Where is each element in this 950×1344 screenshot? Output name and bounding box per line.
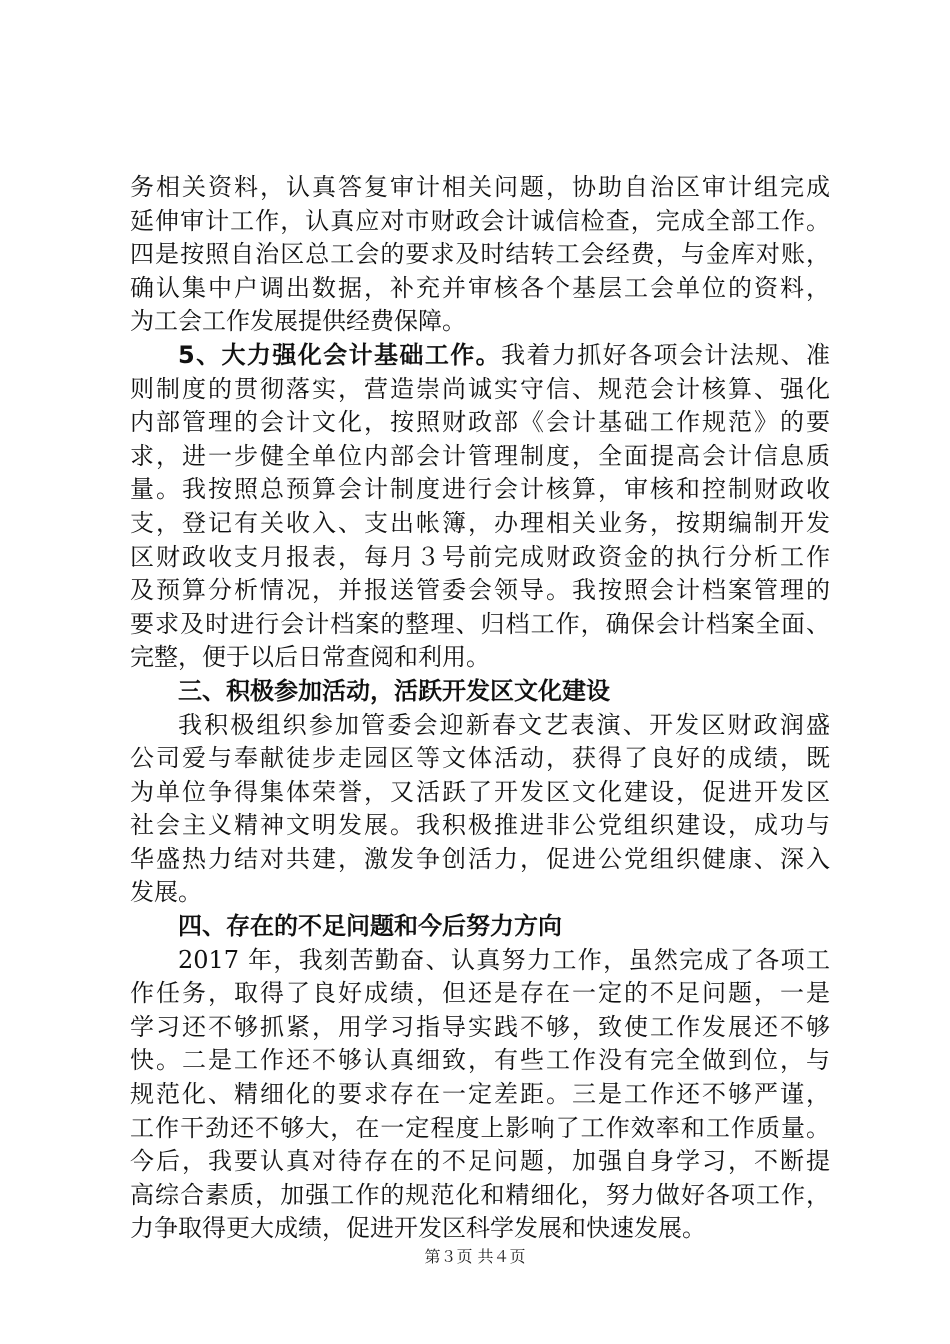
paragraph-line: 要求及时进行会计档案的整理、归档工作，确保会计档案全面、: [130, 609, 830, 638]
paragraph-line: 公司爱与奉献徒步走园区等文体活动，获得了良好的成绩，既: [130, 744, 830, 773]
paragraph-line: 作任务，取得了良好成绩，但还是存在一定的不足问题，一是: [130, 979, 830, 1008]
section-5-text: 我着力抓好各项会计法规、准: [501, 340, 831, 369]
paragraph-line: 及预算分析情况，并报送管委会领导。我按照会计档案管理的: [130, 576, 830, 605]
paragraph-line: 工作干劲还不够大，在一定程度上影响了工作效率和工作质量。: [130, 1113, 830, 1142]
page-footer: 第３页 共４页: [424, 1247, 526, 1266]
paragraph-line: 则制度的贯彻落实，营造崇尚诚实守信、规范会计核算、强化: [130, 374, 830, 403]
paragraph-line: 学习还不够抓紧，用学习指导实践不够，致使工作发展还不够: [130, 1012, 830, 1041]
paragraph-line: 支，登记有关收入、支出帐簿，办理相关业务，按期编制开发: [130, 508, 830, 537]
paragraph-line: 求，进一步健全单位内部会计管理制度，全面提高会计信息质: [130, 441, 830, 470]
paragraph-line: 内部管理的会计文化，按照财政部《会计基础工作规范》的要: [130, 408, 830, 437]
paragraph-line: 发展。: [130, 878, 202, 907]
section-3-title: 三、积极参加活动，活跃开发区文化建设: [178, 676, 610, 705]
paragraph-line: 量。我按照总预算会计制度进行会计核算，审核和控制财政收: [130, 475, 830, 504]
section-5-first-line: [130, 339, 830, 373]
section-4-title: 四、存在的不足问题和今后努力方向: [178, 912, 562, 941]
paragraph-line: 快。二是工作还不够认真细致，有些工作没有完全做到位，与: [130, 1046, 830, 1075]
section-5-title: 5、大力强化会计基础工作。: [178, 340, 502, 369]
paragraph-line: 四是按照自治区总工会的要求及时结转工会经费，与金库对账，: [130, 240, 830, 269]
paragraph-line: 华盛热力结对共建，激发争创活力，促进公党组织健康、深入: [130, 844, 830, 873]
paragraph-line: 高综合素质，加强工作的规范化和精细化，努力做好各项工作，: [130, 1180, 830, 1209]
paragraph-line: 我积极组织参加管委会迎新春文艺表演、开发区财政润盛: [178, 710, 830, 739]
paragraph-line: 规范化、精细化的要求存在一定差距。三是工作还不够严谨，: [130, 1080, 830, 1109]
paragraph-line: 社会主义精神文明发展。我积极推进非公党组织建设，成功与: [130, 811, 830, 840]
paragraph-line: 为工会工作发展提供经费保障。: [130, 307, 466, 336]
document-body: [130, 171, 830, 1246]
paragraph-line: 今后，我要认真对待存在的不足问题，加强自身学习，不断提: [130, 1147, 830, 1176]
paragraph-line: 区财政收支月报表，每月３号前完成财政资金的执行分析工作: [130, 542, 830, 571]
paragraph-line: 为单位争得集体荣誉，又活跃了开发区文化建设，促进开发区: [130, 777, 830, 806]
paragraph-line: 力争取得更大成绩，促进开发区科学发展和快速发展。: [130, 1214, 706, 1243]
paragraph-line: 务相关资料，认真答复审计相关问题，协助自治区审计组完成: [130, 173, 830, 201]
paragraph-line: 2017 年，我刻苦勤奋、认真努力工作，虽然完成了各项工: [178, 945, 830, 974]
paragraph-line: 确认集中户调出数据，补充并审核各个基层工会单位的资料，: [130, 273, 830, 302]
paragraph-line: 完整，便于以后日常查阅和利用。: [130, 643, 490, 672]
paragraph-line: 延伸审计工作，认真应对市财政会计诚信检查，完成全部工作。: [130, 206, 830, 235]
